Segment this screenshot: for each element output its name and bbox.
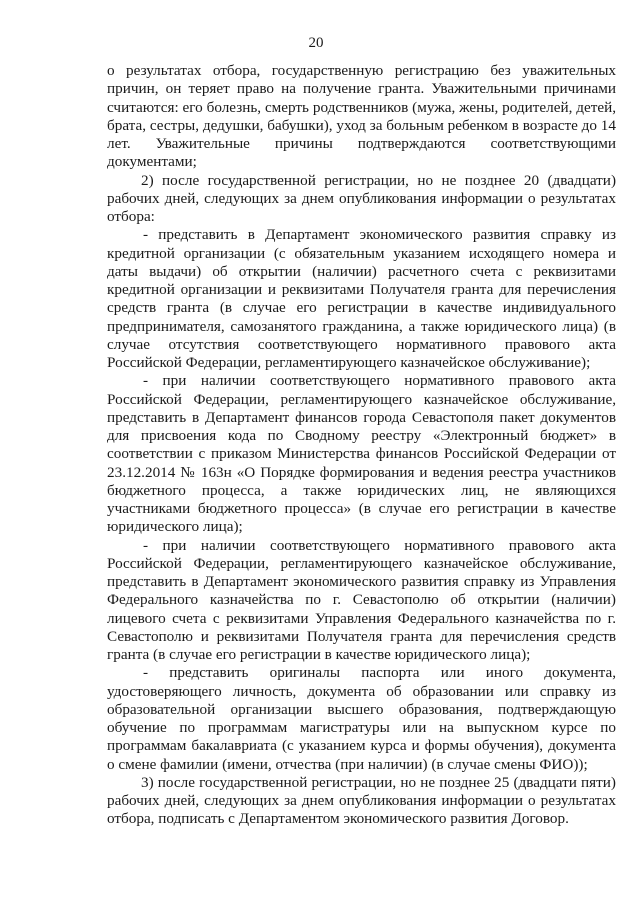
paragraph-bullet-bank-certificate: - представить в Департамент экономического развития справку из кредитной организации (с обязательным указанием исходящего номера и даты выдачи) об открытии (наличии) расчетного счета с реквизитами кредитной организации и реквизитами Получателя гранта для перечисления средств гранта (в случае его регистрации в качестве индивидуального предпринимателя, самозанятого гражданина, а также юридического лица) (в случае отсутствия соответствующего нормативного правового акта Российской Федерации, регламентирующего казначейское обслуживание); — [107, 226, 616, 371]
paragraph-item-3: 3) после государственной регистрации, но не позднее 25 (двадцати пяти) рабочих дней, следующих за днем опубликования информации о результатах отбора, подписать с Департаментом экономического развития Договор. — [107, 773, 616, 828]
paragraph-bullet-documents: - представить оригиналы паспорта или иного документа, удостоверяющего личность, документа об образовании или справку из образовательной организации высшего образования, подтверждающую обучение по программам магистратуры или на выпускном курсе по программам бакалавриата (с указанием курса и формы обучения), документа о смене фамилии (имени, отчества (при наличии) (в случае смены ФИО)); — [107, 664, 616, 773]
paragraph-item-2: 2) после государственной регистрации, но не позднее 20 (двадцати) рабочих дней, следующих за днем опубликования информации о результатах отбора: — [107, 171, 616, 225]
paragraph-continuation: о результатах отбора, государственную регистрацию без уважительных причин, он теряет право на получение гранта. Уважительными причинами считаются: его болезнь, смерть родственников (мужа, жены, родителей, детей, брата, сестры, дедушки, бабушки), уход за больным ребенком в возрасте до 14 лет. Уважительные причины подтверждаются соответствующими документами; — [107, 62, 616, 171]
paragraph-bullet-budget-registry: - при наличии соответствующего нормативного правового акта Российской Федерации, регламентирующего казначейское обслуживание, представить в Департамент финансов города Севастополя пакет документов для присвоения кода по Сводному реестру «Электронный бюджет» в соответствии с приказом Министерства финансов Российской Федерации от 23.12.2014 № 163н «О Порядке формирования и ведения реестра участников бюджетного процесса, а также юридических лиц, не являющихся участниками бюджетного процесса» (в случае его регистрации в качестве юридического лица); — [107, 372, 616, 536]
paragraph-bullet-treasury-account: - при наличии соответствующего нормативного правового акта Российской Федерации, регламентирующего казначейское обслуживание, представить в Департамент экономического развития справку из Управления Федерального казначейства по г. Севастополю об открытии (наличии) лицевого счета с реквизитами Управления Федерального казначейства по г. Севастополю и реквизитами Получателя гранта для перечисления средств гранта (в случае его регистрации в качестве юридического лица); — [107, 536, 616, 663]
page-number: 20 — [308, 35, 324, 51]
body-text — [107, 62, 616, 829]
